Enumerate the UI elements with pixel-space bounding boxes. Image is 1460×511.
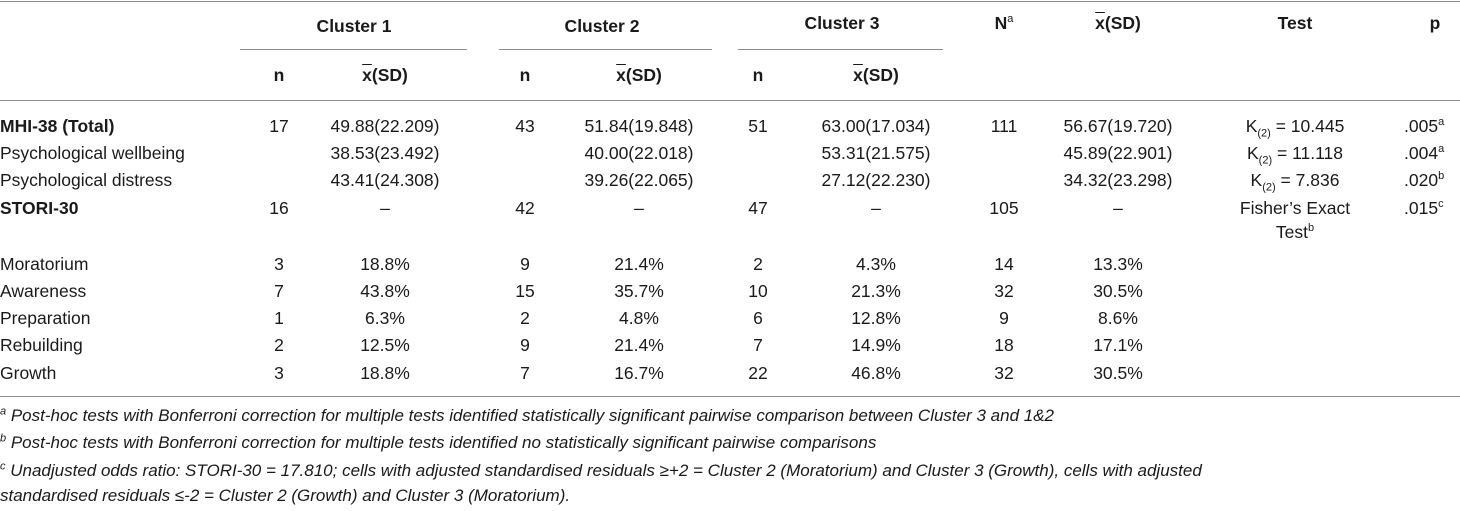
test-header: Test [1277,13,1313,33]
stage-c3-n: 22 [748,363,768,383]
stage-total-pct: 13.3% [1093,254,1143,274]
distress-p: .020$^b$ [1404,170,1445,190]
stori-c2-mean: – [634,198,644,218]
row-label-distress: Psychological distress [0,170,173,190]
wellbeing-c1-mean: 38.53(23.492) [330,143,440,163]
footnote-a: $^a$ Post-hoc tests with Bonferroni correction for multiple tests identified statistically significant pairwise comparison between Cluster 3 and 1&2 [0,405,1054,425]
row-label-wellbeing: Psychological wellbeing [0,143,185,163]
footnote-c-line2: standardised residuals ≤-2 = Cluster 2 (Growth) and Cluster 3 (Moratorium). [0,486,571,505]
c1-mean-subheader: $\overline{x}(SD)$ [362,65,408,85]
stori-test-line2: Test$^b$ [1275,222,1315,242]
total-n-header: $N^a$ [994,13,1014,33]
total-mean-header: $\overline{x}(SD)$ [1095,13,1141,33]
stage-c1-n: 3 [274,363,284,383]
distress-total-mean: 34.32(23.298) [1063,170,1173,190]
stage-c2-pct: 35.7% [614,281,664,301]
stage-total-n: 14 [994,254,1014,274]
stori-c1-mean: – [380,198,390,218]
p-header: p [1429,13,1441,33]
stori-test-line1: Fisher’s Exact [1239,198,1351,218]
wellbeing-p: .004$^a$ [1404,143,1445,163]
stage-c2-pct: 16.7% [614,363,664,383]
mhi-c2-mean: 51.84(19.848) [584,116,694,136]
header-rule [0,100,1460,101]
stage-total-n: 32 [994,363,1014,383]
stage-c2-pct: 21.4% [614,254,664,274]
stage-label: Preparation [0,308,91,328]
mhi-test: $K_{(2)} = 10.445$ [1245,116,1345,140]
cluster1-header: Cluster 1 [316,16,392,36]
stori-total-mean: – [1113,198,1123,218]
stage-c1-n: 2 [274,335,284,355]
wellbeing-c2-mean: 40.00(22.018) [584,143,694,163]
stage-c1-pct: 18.8% [360,254,410,274]
wellbeing-total-mean: 45.89(22.901) [1063,143,1173,163]
wellbeing-test: $K_{(2)} = 11.118$ [1246,143,1344,167]
stage-c3-pct: 21.3% [851,281,901,301]
stage-c1-n: 1 [274,308,284,328]
top-rule [0,1,1460,2]
stori-c1-n: 16 [269,198,289,218]
stage-label: Rebuilding [0,335,83,355]
stage-c2-pct: 4.8% [619,308,659,328]
stage-c3-n: 7 [753,335,763,355]
mhi-c3-n: 51 [748,116,768,136]
stage-c3-pct: 46.8% [851,363,901,383]
cluster2-underline [499,49,712,50]
stage-total-n: 9 [999,308,1009,328]
stage-total-pct: 30.5% [1093,281,1143,301]
stage-total-pct: 30.5% [1093,363,1143,383]
stage-c2-n: 2 [520,308,530,328]
stage-label: Moratorium [0,254,89,274]
stage-c2-n: 9 [520,335,530,355]
c3-n-subheader: n [752,65,764,85]
stori-c2-n: 42 [515,198,535,218]
distress-c3-mean: 27.12(22.230) [821,170,931,190]
stori-p: .015$^c$ [1404,198,1444,218]
stage-label: Growth [0,363,57,383]
stage-c1-n: 3 [274,254,284,274]
wellbeing-c3-mean: 53.31(21.575) [821,143,931,163]
c2-n-subheader: n [519,65,531,85]
stage-c3-n: 2 [753,254,763,274]
stage-c3-pct: 14.9% [851,335,901,355]
c3-mean-subheader: $\overline{x}(SD)$ [853,65,899,85]
distress-c1-mean: 43.41(24.308) [330,170,440,190]
stage-c1-pct: 12.5% [360,335,410,355]
mhi-c1-n: 17 [269,116,289,136]
stage-c3-n: 6 [753,308,763,328]
stage-c1-n: 7 [274,281,284,301]
row-label-mhi: MHI-38 (Total) [0,116,115,136]
stage-total-pct: 17.1% [1093,335,1143,355]
stage-total-n: 32 [994,281,1014,301]
stage-c1-pct: 43.8% [360,281,410,301]
stage-total-n: 18 [994,335,1014,355]
stori-c3-n: 47 [748,198,768,218]
distress-test: $K_{(2)} = 7.836$ [1250,170,1340,194]
stori-total-n: 105 [989,198,1019,218]
c1-n-subheader: n [273,65,285,85]
distress-c2-mean: 39.26(22.065) [584,170,694,190]
stage-label: Awareness [0,281,87,301]
cluster1-underline [240,49,467,50]
stage-c2-n: 15 [515,281,535,301]
mhi-total-mean: 56.67(19.720) [1063,116,1173,136]
stage-c3-pct: 4.3% [856,254,896,274]
mhi-c2-n: 43 [515,116,535,136]
stage-c3-pct: 12.8% [851,308,901,328]
mhi-c3-mean: 63.00(17.034) [821,116,931,136]
footnote-b: $^b$ Post-hoc tests with Bonferroni correction for multiple tests identified no statistically significant pairwise comparisons [0,432,877,452]
bottom-rule [0,396,1460,397]
cluster3-underline [738,49,943,50]
mhi-p: .005$^a$ [1404,116,1445,136]
stage-c2-pct: 21.4% [614,335,664,355]
stori-c3-mean: – [871,198,881,218]
stage-c2-n: 7 [520,363,530,383]
stage-c1-pct: 18.8% [360,363,410,383]
mhi-total-n: 111 [990,116,1018,136]
mhi-c1-mean: 49.88(22.209) [330,116,440,136]
row-label-stori: STORI-30 [0,198,79,218]
stage-c3-n: 10 [748,281,768,301]
cluster3-header: Cluster 3 [804,13,880,33]
c2-mean-subheader: $\overline{x}(SD)$ [616,65,662,85]
stage-total-pct: 8.6% [1098,308,1138,328]
cluster2-header: Cluster 2 [564,16,640,36]
footnote-c-line1: $^c$ Unadjusted odds ratio: STORI-30 = 17.810; cells with adjusted standardised residuals ≥+2 = Cluster 2 (Moratorium) and Cluster 3 (Growth), cells with adjusted [0,460,1202,480]
stage-c1-pct: 6.3% [365,308,405,328]
stage-c2-n: 9 [520,254,530,274]
